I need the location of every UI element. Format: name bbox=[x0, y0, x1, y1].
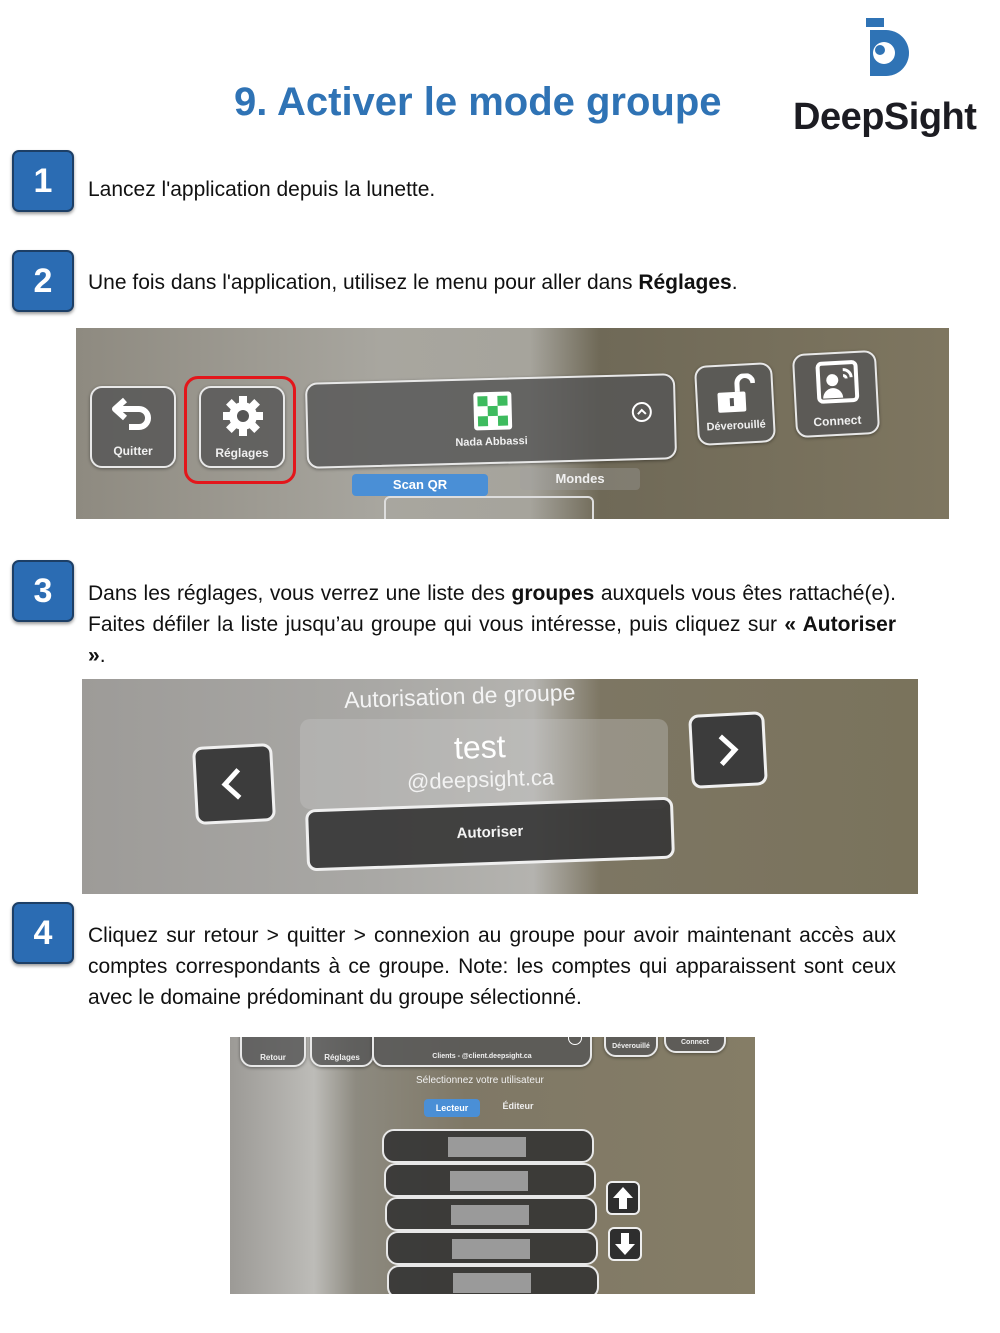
client-label: Clients - @client.deepsight.ca bbox=[432, 1053, 532, 1060]
settings-label: Réglages bbox=[215, 446, 269, 460]
deepsight-logo-icon bbox=[864, 16, 914, 82]
deepsight-logo-text: DeepSight bbox=[793, 96, 977, 138]
connect-button-small[interactable] bbox=[664, 1037, 726, 1053]
step-3-text: Dans les réglages, vous verrez une liste des groupes auxquels vous êtes rattaché(e). Faites défiler la liste jusqu’au groupe qui vous intéresse, puis cliquez sur « Autoriser ». bbox=[88, 582, 896, 667]
group-heading: Autorisation de groupe bbox=[343, 679, 576, 714]
connect-label-small: Connect bbox=[681, 1039, 709, 1046]
user-row[interactable] bbox=[385, 1197, 597, 1231]
screenshot-group-authorization bbox=[82, 679, 918, 894]
user-name: Nada Abbassi bbox=[455, 435, 528, 449]
gear-icon bbox=[221, 394, 265, 438]
redacted-name bbox=[452, 1239, 530, 1259]
step-3-badge: 3 bbox=[12, 560, 74, 622]
profile-bar[interactable] bbox=[305, 373, 677, 469]
authorize-label: Autoriser bbox=[456, 822, 524, 843]
arrow-up-icon bbox=[608, 1183, 638, 1213]
step-2-bold: Réglages bbox=[638, 271, 732, 294]
connect-button[interactable] bbox=[792, 350, 880, 438]
unlocked-label-small: Déverouillé bbox=[612, 1043, 650, 1050]
user-row[interactable] bbox=[387, 1265, 599, 1294]
user-row[interactable] bbox=[384, 1163, 596, 1197]
previous-group-button[interactable] bbox=[192, 743, 276, 825]
redacted-name bbox=[451, 1205, 529, 1225]
authorize-button[interactable] bbox=[305, 797, 675, 872]
redacted-name bbox=[450, 1171, 528, 1191]
unlocked-button-small[interactable] bbox=[604, 1037, 658, 1057]
chevron-up-icon[interactable] bbox=[632, 402, 653, 423]
group-name: test bbox=[453, 728, 507, 766]
user-row[interactable] bbox=[382, 1129, 594, 1163]
chevron-right-icon bbox=[706, 729, 748, 771]
screenshot-user-selection bbox=[230, 1037, 755, 1294]
chevron-up-icon-small[interactable] bbox=[568, 1037, 582, 1045]
unlocked-label: Déverouillé bbox=[706, 418, 767, 434]
tab-editor[interactable]: Éditeur bbox=[502, 1101, 534, 1111]
arrow-down-icon bbox=[610, 1229, 640, 1259]
quit-label: Quitter bbox=[113, 444, 153, 458]
connect-icon bbox=[814, 359, 860, 405]
chevron-left-icon bbox=[212, 763, 254, 805]
back-arrow-icon bbox=[111, 396, 157, 430]
group-domain: @deepsight.ca bbox=[406, 764, 555, 795]
step-2-badge: 2 bbox=[12, 250, 74, 312]
client-bar[interactable] bbox=[372, 1037, 592, 1067]
settings-label-small: Réglages bbox=[324, 1053, 360, 1062]
scroll-down-button[interactable] bbox=[608, 1227, 642, 1261]
avatar bbox=[473, 391, 512, 430]
step-4-text: Cliquez sur retour > quitter > connexion au groupe pour avoir maintenant accès aux comptes correspondants à ce groupe. Note: les comptes qui apparaissent sont ceux avec le domaine prédominant du groupe sélectionné. bbox=[88, 924, 896, 1009]
connect-label: Connect bbox=[813, 412, 862, 430]
quit-button[interactable] bbox=[90, 386, 176, 468]
settings-button[interactable] bbox=[199, 386, 285, 468]
redacted-name bbox=[448, 1137, 526, 1157]
screenshot-menu bbox=[76, 328, 949, 519]
select-prompt: Sélectionnez votre utilisateur bbox=[416, 1075, 544, 1086]
unlocked-button[interactable] bbox=[694, 362, 776, 446]
next-group-button[interactable] bbox=[688, 711, 768, 789]
tab-scan-qr[interactable]: Scan QR bbox=[352, 474, 488, 496]
step-4-badge: 4 bbox=[12, 902, 74, 964]
back-label: Retour bbox=[260, 1053, 286, 1062]
back-button[interactable] bbox=[240, 1037, 306, 1067]
user-row[interactable] bbox=[386, 1231, 598, 1265]
settings-button-small[interactable] bbox=[310, 1037, 374, 1067]
page-title: 9. Activer le mode groupe bbox=[234, 80, 722, 124]
scroll-up-button[interactable] bbox=[606, 1181, 640, 1215]
redacted-name bbox=[453, 1273, 531, 1293]
step-1-text: Lancez l'application depuis la lunette. bbox=[88, 178, 436, 201]
step-1-badge: 1 bbox=[12, 150, 74, 212]
unlock-icon bbox=[714, 373, 756, 415]
step-2-text: Une fois dans l'application, utilisez le menu pour aller dans Réglages. bbox=[88, 271, 738, 294]
tab-reader[interactable]: Lecteur bbox=[424, 1099, 480, 1117]
tab-worlds[interactable]: Mondes bbox=[520, 468, 640, 490]
content-panel-edge bbox=[384, 496, 594, 519]
